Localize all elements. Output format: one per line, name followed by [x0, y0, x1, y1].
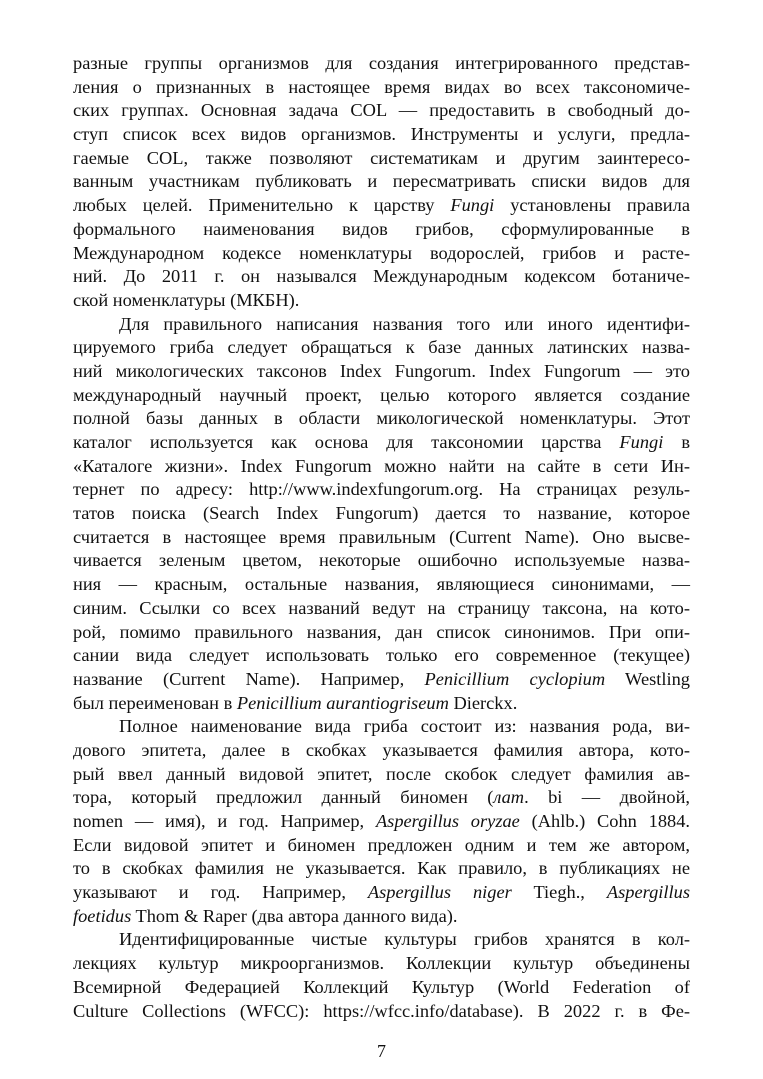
- text-line: разные группы организмов для создания интегрированного представ-: [73, 53, 690, 73]
- text-line: международный научный проект, целью которого является создание: [73, 384, 690, 405]
- paragraph-first-line: Полное наименование вида гриба состоит из: названия рода, ви-: [119, 716, 690, 737]
- paragraph-first-line: Идентифицированные чистые культуры грибов хранятся в кол-: [119, 929, 690, 950]
- italic-abbrev: лат: [493, 787, 525, 808]
- text-line: то в скобках фамилия не указывается. Как правило, в публикациях не: [73, 858, 690, 879]
- text-line: [73, 905, 690, 929]
- text-line: лекциях культур микроорганизмов. Коллекции культур объединены: [73, 953, 690, 974]
- italic-taxon: Aspergillus oryzae: [375, 811, 520, 831]
- text-line: Culture Collections (WFCC): https://wfcc.info/database). В 2022 г. в Фе-: [73, 1000, 690, 1021]
- text-run: установлены правила: [494, 195, 690, 216]
- text-run: название (Current Name). Например,: [73, 668, 425, 689]
- text-line: «Каталоге жизни». Index Fungorum можно найти на сайте в сети Ин-: [73, 455, 690, 476]
- text-line: полной базы данных в области микологической номенклатуры. Этот: [73, 408, 690, 429]
- italic-taxon: foetidus: [73, 905, 132, 926]
- text-line: [73, 692, 690, 716]
- text-line: ских группах. Основная задача COL — предоставить в свободный до-: [73, 100, 690, 121]
- text-line: [73, 881, 690, 905]
- text-line: Всемирной Федерацией Коллекций Культур (World Federation of: [73, 976, 690, 997]
- text-run: тора, который предложил данный биномен (: [73, 787, 494, 808]
- text-line: чивается зеленым цветом, некоторые ошибочно используемые назва-: [73, 550, 690, 571]
- text-line: дового эпитета, далее в скобках указывается фамилия автора, кото-: [73, 739, 690, 760]
- text-run: указывают и год. Например,: [73, 882, 368, 903]
- text-line: рой, помимо правильного названия, дан список синонимов. При опи-: [73, 621, 690, 642]
- italic-taxon: Penicillium aurantiogriseum: [236, 692, 449, 713]
- text-line: [73, 194, 690, 218]
- paragraph-first-line: Для правильного написания названия того или иного идентифи-: [119, 313, 690, 334]
- text-line: считается в настоящее время правильным (Current Name). Оно высве-: [73, 526, 690, 547]
- text-run: в: [663, 432, 691, 452]
- text-line: ской номенклатуры (МКБН).: [73, 289, 300, 310]
- text-line: рый ввел данный видовой эпитет, после скобок следует фамилия ав-: [73, 763, 690, 784]
- text-run: любых целей. Применительно к царству: [73, 195, 451, 216]
- italic-taxon: Aspergillus: [606, 882, 690, 903]
- italic-taxon: Fungi: [619, 432, 664, 452]
- italic-taxon: Fungi: [450, 195, 495, 216]
- text-line: татов поиска (Search Index Fungorum) дается то название, которое: [73, 503, 690, 524]
- text-line: ления о признанных в настоящее время видах во всех таксономиче-: [73, 76, 690, 97]
- text-run: (Ahlb.) Cohn 1884.: [519, 811, 691, 831]
- text-line: формального наименования видов грибов, сформулированные в: [73, 218, 690, 239]
- text-line: [73, 668, 690, 692]
- page-body-text: [73, 52, 690, 1023]
- text-line: синим. Ссылки со всех названий ведут на страницу таксона, на кото-: [73, 597, 690, 618]
- text-run: Tiegh.,: [511, 882, 607, 903]
- text-line: цируемого гриба следует обращаться к базе данных латинских назва-: [73, 337, 690, 358]
- page-number: 7: [377, 1041, 386, 1061]
- text-run: Thom & Raper (два автора данного вида).: [131, 905, 458, 926]
- text-run: был переименован в: [73, 692, 237, 713]
- text-run: Westling: [605, 668, 690, 689]
- italic-taxon: Penicillium cyclopium: [424, 668, 606, 689]
- italic-taxon: Aspergillus niger: [367, 882, 512, 903]
- text-line: тернет по адресу: http://www.indexfungorum.org. На страницах резуль-: [73, 479, 690, 500]
- text-line: [73, 431, 690, 455]
- text-line: ния — красным, остальные названия, являющиеся синонимами, —: [73, 574, 690, 595]
- text-run: Dierckx.: [448, 692, 518, 713]
- text-run: nomen — имя), и год. Например,: [73, 811, 376, 831]
- text-line: ний микологических таксонов Index Fungorum. Index Fungorum — это: [73, 360, 690, 381]
- text-line: гаемые COL, также позволяют систематикам и другим заинтересо-: [73, 147, 690, 168]
- text-line: Международном кодексе номенклатуры водорослей, грибов и расте-: [73, 242, 690, 263]
- text-line: Если видовой эпитет и биномен предложен одним и тем же автором,: [73, 834, 690, 855]
- text-line: [73, 810, 690, 834]
- text-line: сании вида следует использовать только его современное (текущее): [73, 645, 690, 666]
- text-line: ступ список всех видов организмов. Инструменты и услуги, предла-: [73, 124, 690, 145]
- text-line: ванным участникам публиковать и пересматривать списки видов для: [73, 171, 690, 192]
- text-line: [73, 786, 690, 810]
- text-run: каталог используется как основа для таксономии царства: [73, 432, 620, 452]
- text-line: ний. До 2011 г. он назывался Международным кодексом ботаниче-: [73, 266, 690, 287]
- text-run: . bi — двойной,: [524, 787, 691, 808]
